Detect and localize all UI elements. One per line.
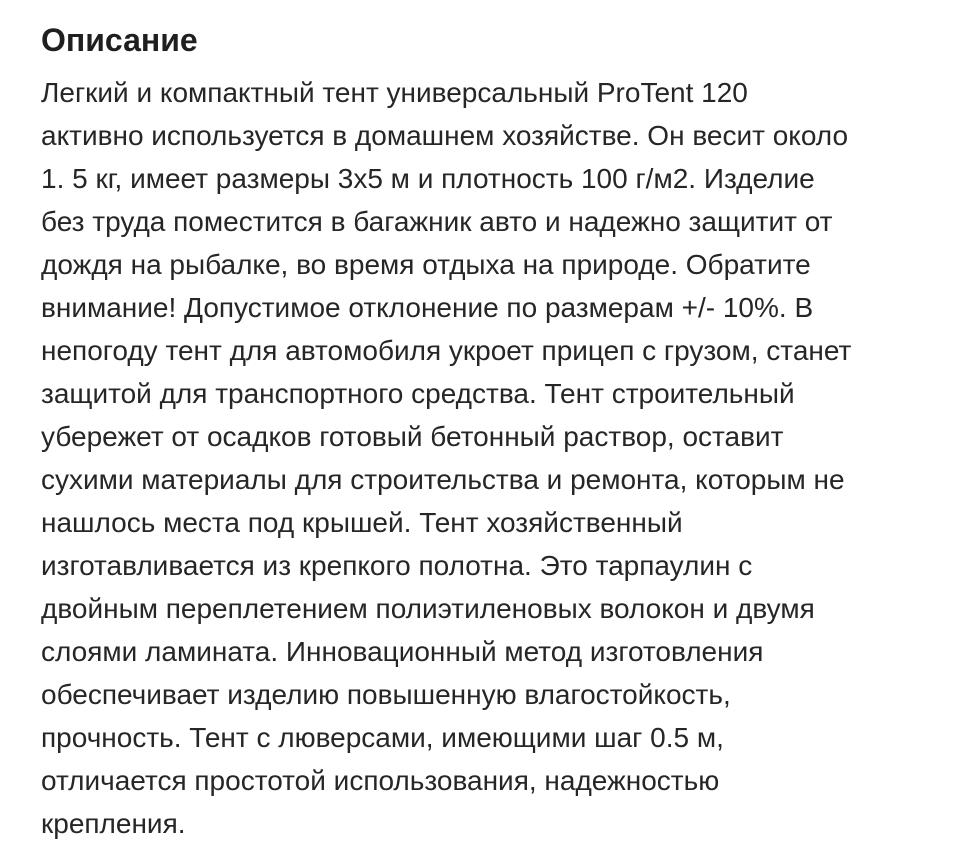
description-line: 1. 5 кг, имеет размеры 3х5 м и плотность 100 г/м2. Изделие	[41, 163, 815, 194]
description-line: защитой для транспортного средства. Тент строительный	[41, 378, 795, 409]
description-line: активно используется в домашнем хозяйстве. Он весит около	[41, 120, 849, 151]
product-description-section	[41, 14, 941, 845]
description-line: крепления.	[41, 808, 186, 839]
description-line: двойным переплетением полиэтиленовых волокон и двумя	[41, 593, 815, 624]
description-line: внимание! Допустимое отклонение по размерам +/- 10%. В	[41, 292, 814, 323]
description-line: слоями ламината. Инновационный метод изготовления	[41, 636, 764, 667]
description-line: дождя на рыбалке, во время отдыха на природе. Обратите	[41, 249, 811, 280]
description-line: без труда поместится в багажник авто и надежно защитит от	[41, 206, 833, 237]
description-line: обеспечивает изделию повышенную влагостойкость,	[41, 679, 731, 710]
description-line: изготавливается из крепкого полотна. Это тарпаулин с	[41, 550, 753, 581]
description-line: нашлось места под крышей. Тент хозяйственный	[41, 507, 683, 538]
description-line: убережет от осадков готовый бетонный раствор, оставит	[41, 421, 784, 452]
description-line: отличается простотой использования, надежностью	[41, 765, 720, 796]
description-text	[41, 71, 941, 845]
description-line: прочность. Тент с люверсами, имеющими шаг 0.5 м,	[41, 722, 724, 753]
description-line: сухими материалы для строительства и ремонта, которым не	[41, 464, 845, 495]
description-line: непогоду тент для автомобиля укроет прицеп с грузом, станет	[41, 335, 852, 366]
section-title: Описание	[41, 22, 198, 58]
description-line: Легкий и компактный тент универсальный ProTent 120	[41, 77, 748, 108]
